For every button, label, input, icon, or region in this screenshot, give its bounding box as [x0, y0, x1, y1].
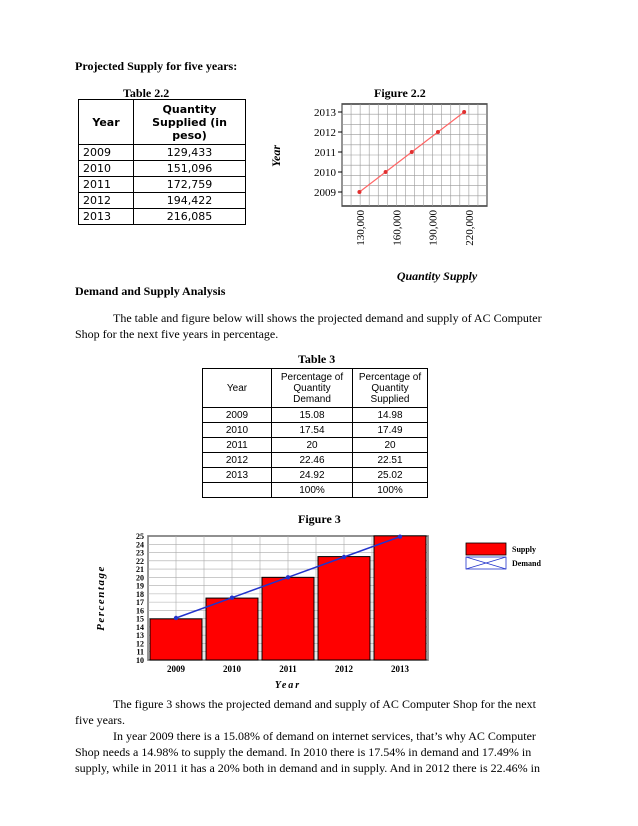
header-quantity-supplied: Quantity Supplied (in peso) — [134, 100, 246, 145]
supply-bar — [262, 577, 314, 660]
cell-year: 2012 — [203, 453, 272, 468]
supply-bar — [206, 598, 258, 660]
supply-bar — [318, 557, 370, 660]
demand-point — [230, 595, 234, 599]
closing-line4: Shop needs a 14.98% to supply the demand. In 2010 there is 17.54% in demand and 17.49% in — [75, 745, 532, 759]
y-tick-label: 23 — [136, 548, 144, 558]
legend-supply-swatch — [466, 543, 506, 555]
header-demand: Percentage of Quantity Demand — [272, 369, 353, 408]
y-tick-label: 13 — [136, 631, 144, 641]
cell-demand: 15.08 — [272, 408, 353, 423]
cell-supply: 17.49 — [353, 423, 428, 438]
cell-demand: 17.54 — [272, 423, 353, 438]
cell-year: 2011 — [203, 438, 272, 453]
data-point — [410, 150, 414, 154]
y-tick-label: 22 — [136, 556, 144, 566]
y-tick-label: 19 — [136, 581, 144, 591]
y-axis-label: Year — [269, 145, 283, 167]
y-tick-label: 21 — [136, 565, 144, 575]
table-3-caption: Table 3 — [298, 352, 336, 366]
cell-demand: 22.46 — [272, 453, 353, 468]
y-tick-label: 15 — [136, 614, 144, 624]
y-tick-label: 2010 — [314, 167, 336, 179]
supply-bar — [150, 619, 202, 660]
section-title-demand-supply: Demand and Supply Analysis — [75, 284, 226, 298]
intro-paragraph-line2: Shop for the next five years in percentage. — [75, 327, 279, 341]
x-axis-label: Year — [274, 680, 302, 691]
x-tick-label: 2010 — [223, 664, 241, 674]
closing-line5: supply, while in 2011 it has a 20% both in demand and in supply. And in 2012 there is 22.46% in — [75, 761, 540, 775]
y-tick-label: 20 — [136, 573, 144, 583]
cell-quantity: 194,422 — [134, 193, 246, 209]
table-2-2 — [78, 99, 246, 225]
table-row — [79, 161, 246, 177]
legend-demand-label: Demand — [512, 559, 541, 568]
x-tick-label: 2011 — [279, 664, 297, 674]
data-point — [462, 110, 466, 114]
cell-year: 2013 — [79, 209, 134, 225]
y-tick-label: 12 — [136, 639, 144, 649]
x-tick-label: 2012 — [335, 664, 353, 674]
cell-supply: 14.98 — [353, 408, 428, 423]
y-tick-label: 25 — [136, 532, 144, 541]
demand-point — [342, 555, 346, 559]
cell-quantity: 129,433 — [134, 145, 246, 161]
supply-bar — [374, 536, 426, 660]
closing-line3: In year 2009 there is a 15.08% of demand on internet services, that’s why AC Computer — [113, 729, 536, 743]
y-tick-label: 2013 — [314, 107, 336, 119]
table-row — [203, 453, 428, 468]
table-total-row — [203, 483, 428, 498]
demand-point — [174, 616, 178, 620]
cell-supply: 20 — [353, 438, 428, 453]
cell-demand: 24.92 — [272, 468, 353, 483]
data-point — [357, 190, 361, 194]
x-tick-label: 160,000 — [391, 210, 404, 246]
y-tick-label: 17 — [136, 598, 144, 608]
header-year: Year — [203, 369, 272, 408]
section-title-projected-supply: Projected Supply for five years: — [75, 59, 238, 73]
x-tick-label: 190,000 — [427, 210, 440, 246]
y-tick-label: 2011 — [314, 147, 336, 159]
cell-year: 2009 — [79, 145, 134, 161]
y-tick-label: 24 — [136, 540, 144, 550]
figure-2-2-caption: Figure 2.2 — [374, 86, 426, 100]
table-row — [203, 408, 428, 423]
cell-demand-total: 100% — [272, 483, 353, 498]
x-axis-label: Quantity Supply — [396, 269, 478, 283]
y-tick-label: 14 — [136, 622, 144, 632]
x-tick-label: 220,000 — [463, 210, 476, 246]
table-header-row — [79, 100, 246, 145]
cell-year: 2011 — [79, 177, 134, 193]
figure-2-2-chart — [262, 98, 502, 288]
legend-supply-label: Supply — [512, 545, 537, 554]
demand-point — [286, 575, 290, 579]
y-tick-label: 16 — [136, 606, 144, 616]
table-row — [203, 423, 428, 438]
cell-quantity: 216,085 — [134, 209, 246, 225]
table-row — [79, 177, 246, 193]
header-supplied: Percentage of Quantity Supplied — [353, 369, 428, 408]
figure-3-caption: Figure 3 — [298, 512, 341, 526]
cell-year — [203, 483, 272, 498]
y-tick-label: 18 — [136, 589, 144, 599]
cell-year: 2009 — [203, 408, 272, 423]
y-tick-label: 2009 — [314, 187, 336, 199]
x-tick-label: 130,000 — [355, 210, 368, 246]
cell-year: 2012 — [79, 193, 134, 209]
table-row — [79, 209, 246, 225]
table-row — [79, 145, 246, 161]
x-tick-label: 2009 — [167, 664, 185, 674]
cell-demand: 20 — [272, 438, 353, 453]
table-3 — [202, 368, 428, 498]
closing-line1: The figure 3 shows the projected demand and supply of AC Computer Shop for the next — [113, 697, 536, 711]
table-row — [79, 193, 246, 209]
cell-year: 2010 — [203, 423, 272, 438]
cell-year: 2010 — [79, 161, 134, 177]
figure-3-chart — [88, 528, 548, 693]
y-tick-label: 11 — [136, 647, 144, 657]
cell-supply: 25.02 — [353, 468, 428, 483]
y-axis-label: Percentage — [95, 565, 107, 631]
cell-supply: 22.51 — [353, 453, 428, 468]
table-header-row — [203, 369, 428, 408]
cell-supply-total: 100% — [353, 483, 428, 498]
data-point — [384, 170, 388, 174]
table-row — [203, 468, 428, 483]
cell-quantity: 151,096 — [134, 161, 246, 177]
demand-point — [398, 534, 402, 538]
data-point — [436, 130, 440, 134]
intro-paragraph-line1: The table and figure below will shows the projected demand and supply of AC Computer — [113, 311, 542, 325]
cell-year: 2013 — [203, 468, 272, 483]
table-row — [203, 438, 428, 453]
x-tick-label: 2013 — [391, 664, 409, 674]
header-year: Year — [79, 100, 134, 145]
cell-quantity: 172,759 — [134, 177, 246, 193]
y-tick-label: 2012 — [314, 127, 336, 139]
y-tick-label: 10 — [136, 656, 144, 665]
table-2-2-caption: Table 2.2 — [123, 86, 170, 100]
closing-line2: five years. — [75, 713, 125, 727]
